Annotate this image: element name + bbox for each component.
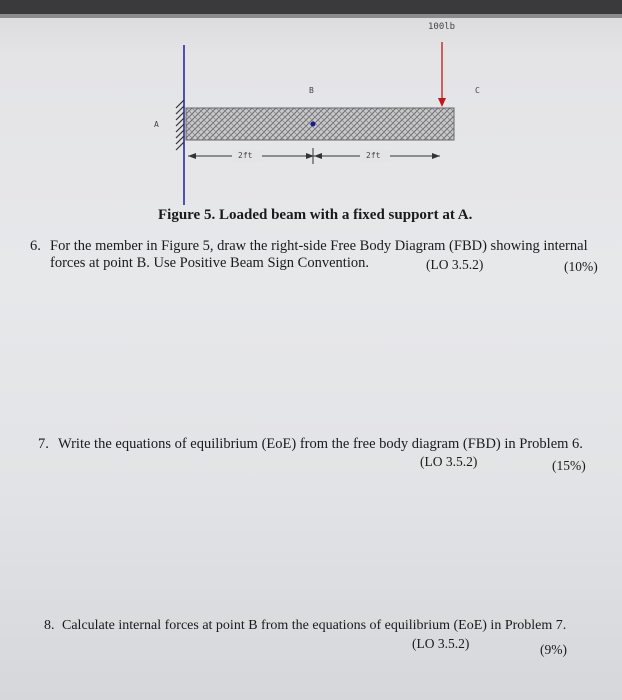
point-b-marker	[311, 122, 316, 127]
beam-figure	[0, 0, 622, 210]
figure-caption: Figure 5. Loaded beam with a fixed support at A.	[158, 207, 473, 223]
question-8-number: 8.	[44, 618, 55, 633]
question-6-number: 6.	[30, 238, 41, 254]
question-8-lo: (LO 3.5.2)	[412, 636, 470, 651]
question-6-line1: For the member in Figure 5, draw the right-side Free Body Diagram (FBD) showing internal	[50, 238, 588, 254]
question-6-line2: forces at point B. Use Positive Beam Sign Convention.	[50, 255, 369, 271]
load-label: 100lb	[428, 22, 456, 32]
question-7-weight: (15%)	[552, 458, 586, 473]
question-7-lo: (LO 3.5.2)	[420, 454, 478, 469]
beam	[186, 108, 454, 140]
dimension-right-label: 2ft	[366, 151, 381, 160]
question-6-lo: (LO 3.5.2)	[426, 257, 484, 272]
load-arrowhead	[438, 98, 446, 107]
wall-hatching	[176, 100, 184, 150]
question-7-number: 7.	[38, 436, 49, 452]
dimension-left-label: 2ft	[238, 151, 253, 160]
question-6-weight: (10%)	[564, 259, 598, 274]
question-8-weight: (9%)	[540, 642, 567, 657]
question-8-line1: Calculate internal forces at point B from the equations of equilibrium (EoE) in Problem 7.	[62, 618, 567, 633]
point-b-label: B	[309, 86, 314, 95]
question-7-line1: Write the equations of equilibrium (EoE) from the free body diagram (FBD) in Problem 6.	[58, 436, 583, 452]
point-c-label: C	[475, 86, 480, 95]
point-a-label: A	[154, 120, 159, 129]
